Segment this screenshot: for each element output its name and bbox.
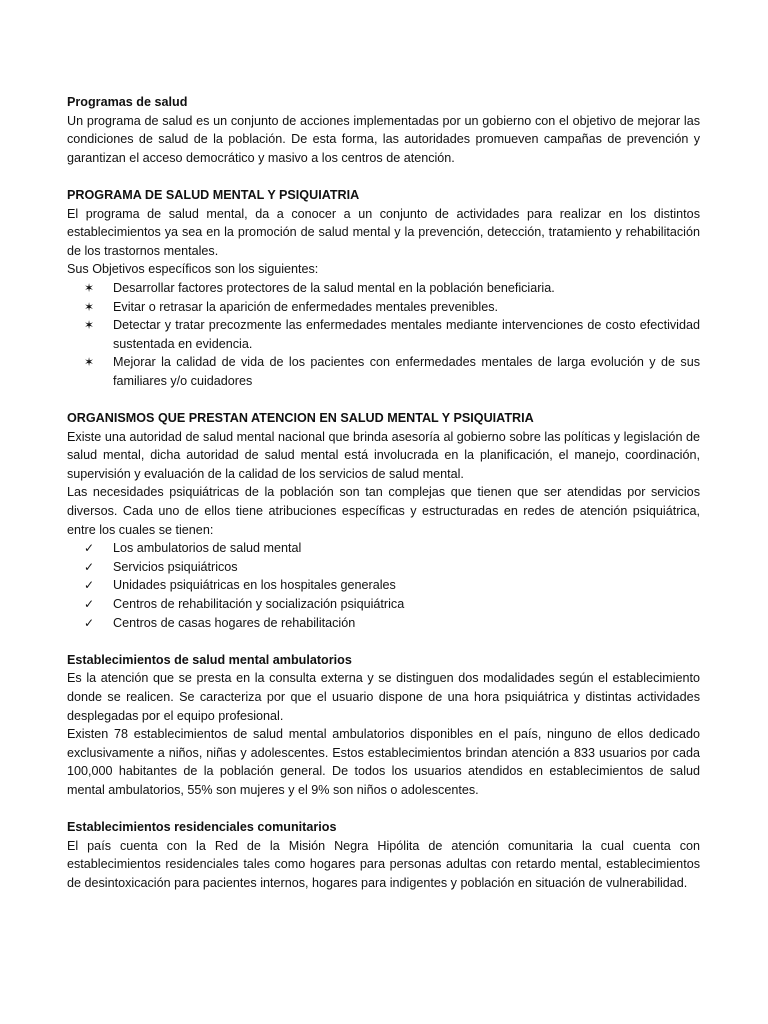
list-item-text: Detectar y tratar precozmente las enfermedades mentales mediante intervenciones de costo efectividad sustentada en evidencia. [113,318,700,351]
paragraph: Existe una autoridad de salud mental nacional que brinda asesoría al gobierno sobre las políticas y legislación de salud mental, dicha autoridad de salud mental está involucrada en la planificación, el manejo, coordinación, supervisión y evaluación de la calidad de los servicios de salud mental. [67,429,700,481]
list-item [84,614,700,633]
section-heading: Establecimientos residenciales comunitarios [67,820,337,835]
document-page [67,93,700,911]
list-item-text: Centros de casas hogares de rehabilitación [113,615,356,630]
list-item [84,558,700,577]
list-item [84,279,700,298]
star-bullet-icon: ✶ [84,318,95,333]
checkmark-bullet-icon: ✓ [84,541,95,556]
section-organismos [67,409,700,632]
list-item-text: Los ambulatorios de salud mental [113,541,302,556]
checkmark-bullet-icon: ✓ [84,578,95,593]
paragraph: Existen 78 establecimientos de salud mental ambulatorios disponibles en el país, ninguno de ellos dedicado exclusivamente a niños, niñas y adolescentes. Estos establecimientos brindan atención a 833 usuarios por cada 100,000 habitantes de la población general. De todos los usuarios atendidos en establecimientos de salud mental ambulatorios, 55% son mujeres y el 9% son niños o adolescentes. [67,727,700,797]
list-item [84,316,700,353]
list-item-text: Centros de rehabilitación y socialización psiquiátrica [113,597,405,612]
list-item-text: Mejorar la calidad de vida de los pacientes con enfermedades mentales de larga evolución y de sus familiares y/o cuidadores [113,355,700,388]
section-heading: Establecimientos de salud mental ambulatorios [67,652,352,667]
paragraph: Es la atención que se presta en la consulta externa y se distinguen dos modalidades según el establecimiento donde se realicen. Se caracteriza por que el usuario dispone de una hora psiquiátrica y distintas actividades desplegadas por el equipo profesional. [67,671,700,723]
checkmark-bullet-icon: ✓ [84,615,95,630]
star-bullet-icon: ✶ [84,355,95,370]
paragraph: Un programa de salud es un conjunto de acciones implementadas por un gobierno con el objetivo de mejorar las condiciones de salud de la población. De esta forma, las autoridades promueven campañas de prevención y garantizan el acceso democrático y masivo a los centros de atención. [67,113,700,165]
section-heading: Programas de salud [67,95,188,109]
objectives-list [67,279,700,391]
list-item [84,298,700,317]
section-ambulatorios [67,651,700,800]
list-item [84,595,700,614]
section-residenciales [67,818,700,892]
services-list [67,539,700,632]
list-item [84,353,700,390]
star-bullet-icon: ✶ [84,280,95,295]
list-item [84,576,700,595]
section-heading: ORGANISMOS QUE PRESTAN ATENCION EN SALUD MENTAL Y PSIQUIATRIA [67,411,534,426]
section-programa-salud-mental [67,186,700,391]
star-bullet-icon: ✶ [84,299,95,314]
paragraph: Las necesidades psiquiátricas de la población son tan complejas que tienen que ser atendidas por servicios diversos. Cada uno de ellos tiene atribuciones específicas y estructuradas en redes de atención psiquiátrica, entre los cuales se tienen: [67,485,700,537]
checkmark-bullet-icon: ✓ [84,597,95,612]
paragraph: El país cuenta con la Red de la Misión Negra Hipólita de atención comunitaria la cual cuenta con establecimientos residenciales tales como hogares para personas adultas con retardo mental, establecimientos de desintoxicación para pacientes internos, hogares para indigentes y población en situación de vulnerabilidad. [67,838,700,890]
paragraph: El programa de salud mental, da a conocer a un conjunto de actividades para realizar en los distintos establecimientos ya sea en la promoción de salud mental y la prevención, detección, tratamiento y rehabilitación de los trastornos mentales. [67,206,700,258]
section-heading: PROGRAMA DE SALUD MENTAL Y PSIQUIATRIA [67,187,360,202]
section-programas-de-salud [67,93,700,167]
list-item-text: Unidades psiquiátricas en los hospitales generales [113,578,396,593]
list-item-text: Evitar o retrasar la aparición de enfermedades mentales prevenibles. [113,299,499,314]
list-item-text: Desarrollar factores protectores de la salud mental en la población beneficiaria. [113,280,555,295]
paragraph: Sus Objetivos específicos son los siguientes: [67,262,319,277]
list-item-text: Servicios psiquiátricos [113,559,238,574]
list-item [84,539,700,558]
checkmark-bullet-icon: ✓ [84,559,95,574]
